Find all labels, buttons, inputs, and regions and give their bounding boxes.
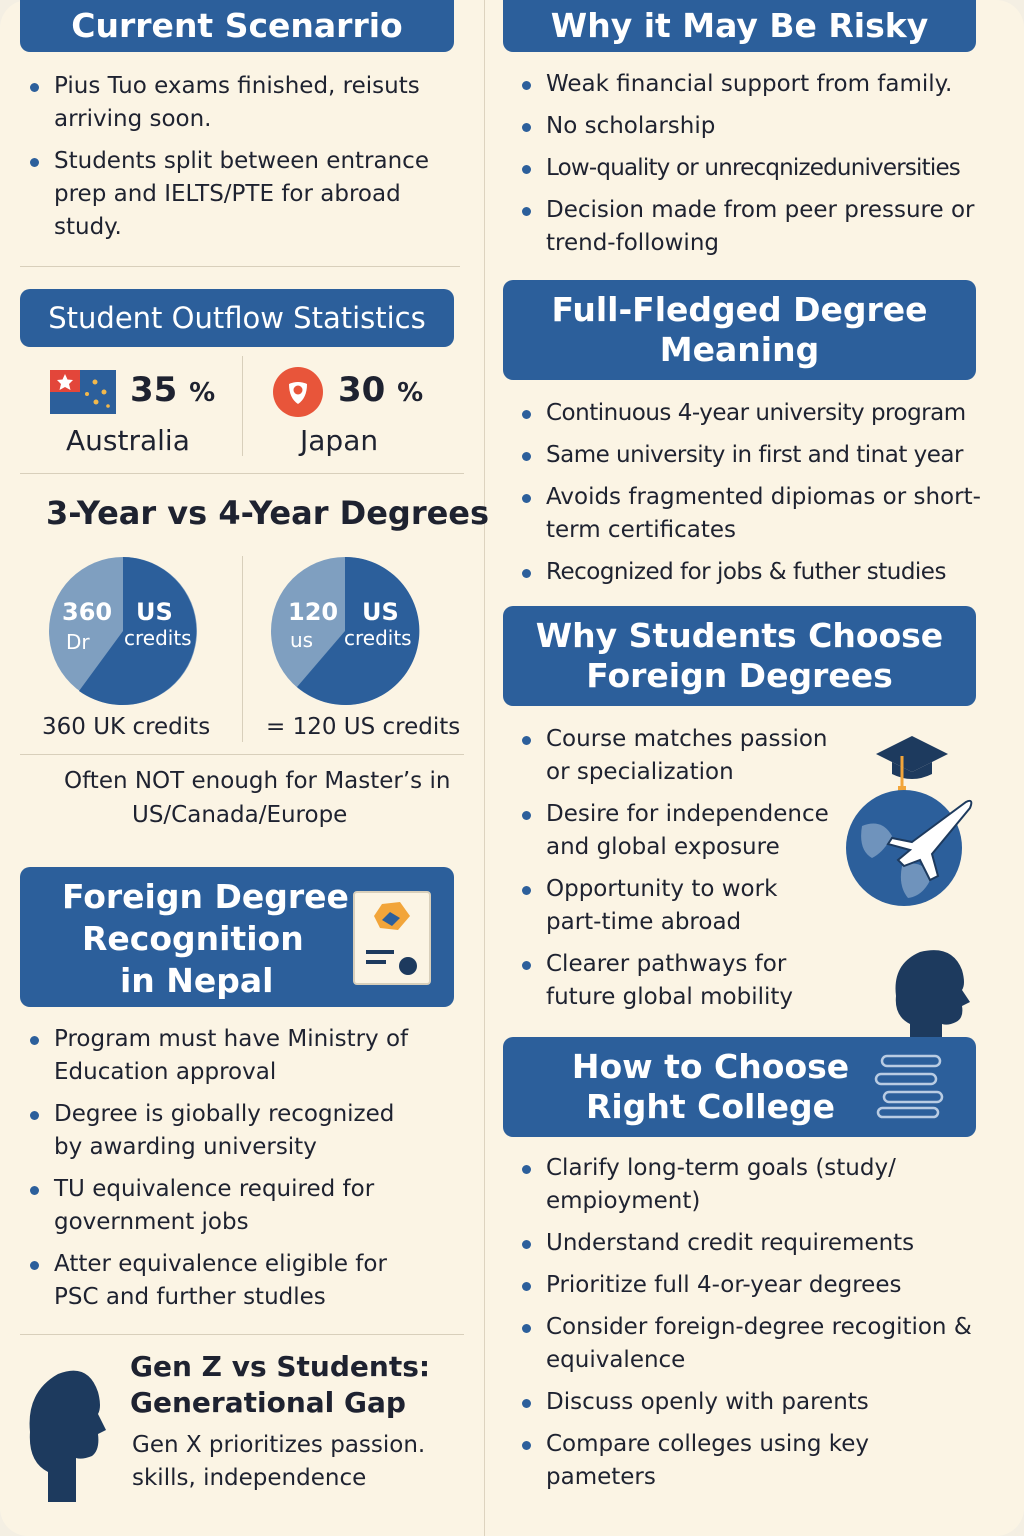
uk-pie-unit: Dr [66,630,90,654]
divider [20,473,464,474]
certificate-icon [352,890,432,986]
genz-title-line2: Generational Gap [130,1386,406,1419]
us-pie-us: US [362,598,399,626]
why-choose-title-line1: Why Students Choose [535,616,944,656]
list-item: Low-quality or unrecqnizeduniversities [516,152,986,185]
list-item: Avoids fragmented dipiomas or short-term certificates [516,481,986,547]
list-item: Desire for independence and global exposure [516,798,836,864]
graduation-globe-plane-icon [842,726,982,910]
list-item: Pius Tuo exams finished, reisuts arriving soon. [24,70,454,136]
japan-stat: 30 % [338,370,424,410]
degrees-title: 3-Year vs 4-Year Degrees [46,494,490,532]
australia-stat: 35 % [130,370,216,410]
us-pie-value: 120 [288,598,339,626]
student-outflow-banner [20,289,454,347]
divider [20,754,464,755]
head-silhouette-icon [890,940,974,1040]
list-item: Prioritize full 4-or-year degrees [516,1269,986,1302]
genz-text-line1: Gen X prioritizes passion. [132,1432,426,1458]
books-icon [874,1052,950,1120]
pie-divider [242,556,243,742]
how-to-choose-title-line2: Right College [586,1087,835,1126]
current-scenario-list [24,70,454,253]
australia-label: Australia [66,424,190,457]
list-item: Program must have Ministry of Education approval [24,1023,424,1089]
list-item: Degree is giobally recognized by awarding university [24,1098,424,1164]
stat-divider [242,356,243,456]
japan-flag-icon [272,366,324,418]
list-item: Recognized for jobs & futher studies [516,556,986,589]
full-fledged-list [516,397,986,598]
full-fledged-title-line1: Full-Fledged Degree [551,290,928,330]
head-silhouette-icon [18,1352,108,1512]
list-item: No scholarship [516,110,986,143]
how-to-choose-list [516,1152,986,1503]
column-divider [484,0,485,1536]
divider [20,266,460,267]
list-item: Atter equivalence eligible for PSC and further studles [24,1248,424,1314]
list-item: Clearer pathways for future global mobility [516,948,836,1014]
list-item: Weak financial support from family. [516,68,986,101]
genz-title-line1: Gen Z vs Students: [130,1350,431,1383]
list-item: Understand credit requirements [516,1227,986,1260]
list-item: Same university in first and tinat year [516,439,986,472]
us-pie-unit: us [290,628,314,652]
uk-pie-credits: credits [124,626,192,650]
uk-pie-us: US [136,598,173,626]
list-item: TU equivalence required for government jobs [24,1173,424,1239]
degrees-note-line1: Often NOT enough for Master’s in [64,768,451,794]
japan-label: Japan [300,424,379,457]
risky-list [516,68,986,269]
current-scenario-banner [20,0,454,52]
list-item: Continuous 4-year university program [516,397,986,430]
list-item: Opportunity to work part-time abroad [516,873,836,939]
why-choose-list [516,723,836,1023]
list-item: Consider foreign-degree recogition & equivalence [516,1311,986,1377]
student-outflow-title: Student Outflow Statistics [48,300,426,335]
us-credits-caption: = 120 US credits [266,714,461,740]
recognition-title-line1: Foreign Degree [62,877,349,916]
recognition-list [24,1023,424,1323]
recognition-title-line2: Recognition [82,919,304,958]
us-pie-credits: credits [344,626,412,650]
how-to-choose-title-line1: How to Choose [571,1047,850,1087]
genz-text-line2: skills, independence [132,1465,367,1491]
australia-flag-icon [50,370,116,414]
list-item: Course matches passion or specialization [516,723,836,789]
recognition-title-line3: in Nepal [120,961,274,1000]
why-choose-banner [503,606,976,706]
uk-credits-caption: 360 UK credits [42,714,211,740]
list-item: Students split between entrance prep and IELTS/PTE for abroad study. [24,145,454,244]
risky-banner [503,0,976,52]
uk-pie-value: 360 [62,598,113,626]
list-item: Clarify long-term goals (study/ empioyment) [516,1152,986,1218]
list-item: Compare colleges using key pameters [516,1428,986,1494]
full-fledged-title-line2: Meaning [659,330,820,369]
risky-title: Why it May Be Risky [550,6,929,46]
why-choose-title-line2: Foreign Degrees [586,656,893,695]
full-fledged-banner [503,280,976,380]
degrees-note-line2: US/Canada/Europe [132,802,348,828]
list-item: Discuss openly with parents [516,1386,986,1419]
divider [20,1334,464,1335]
list-item: Decision made from peer pressure or trend-following [516,194,986,260]
current-scenario-title: Current Scenarrio [71,6,403,46]
